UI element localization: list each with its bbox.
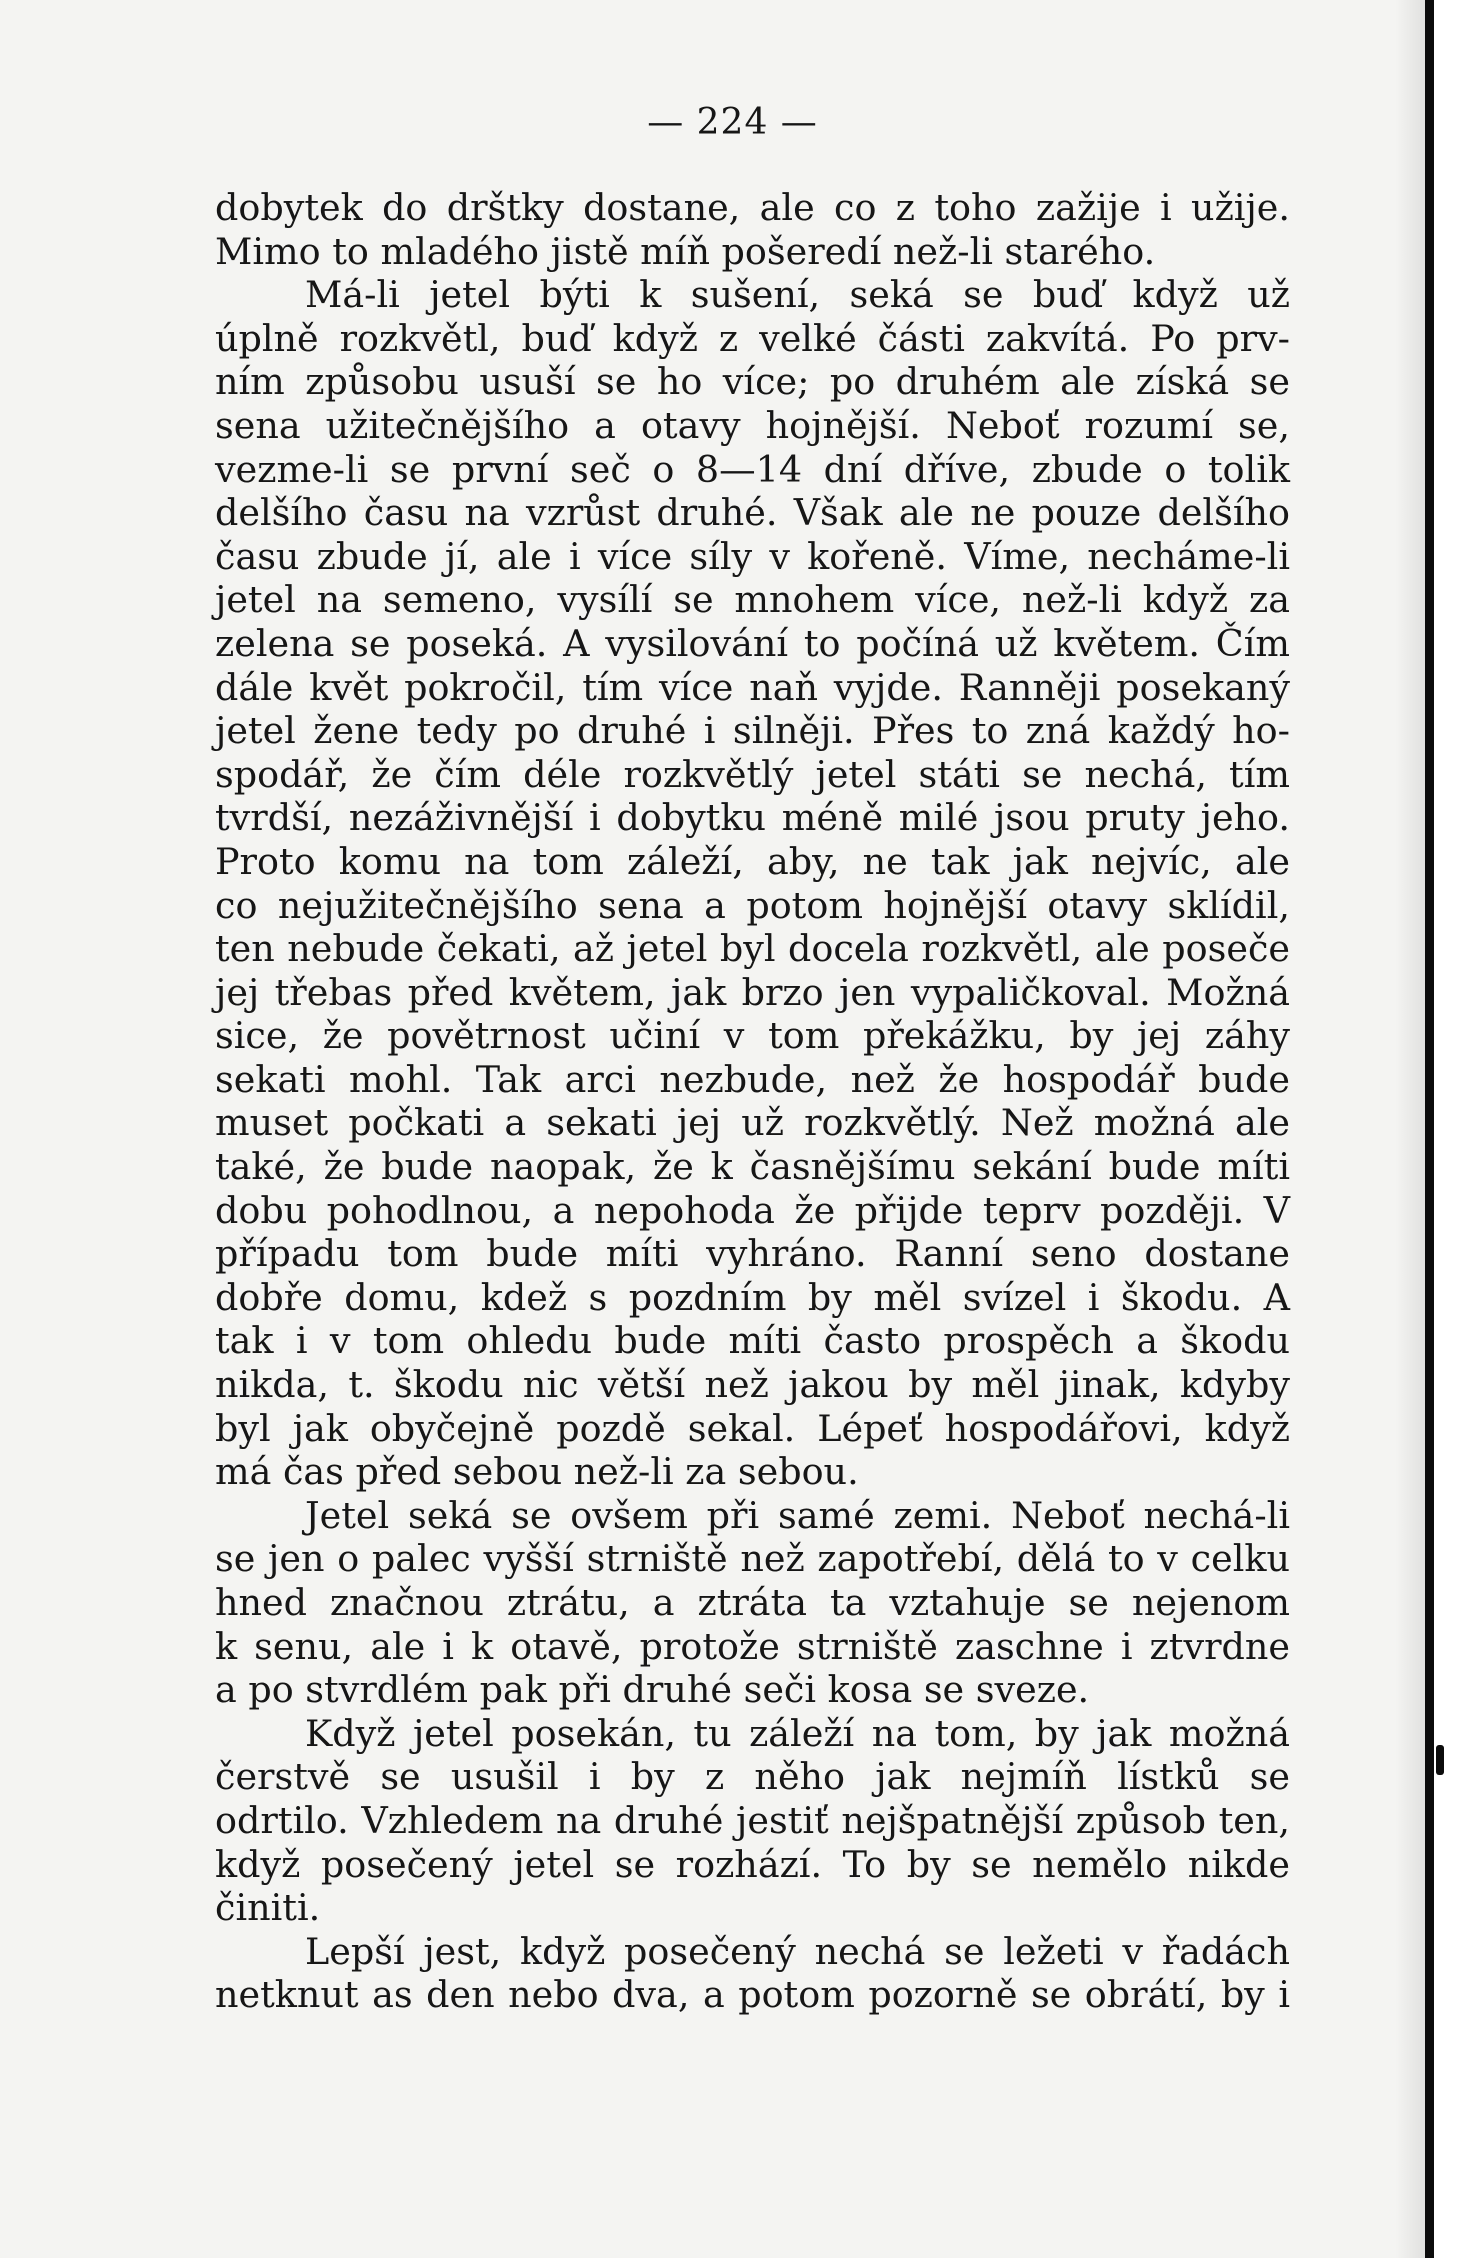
body-text — [215, 186, 1290, 2017]
text-line: co nejužitečnějšího sena a potom hojnější otavy sklídil, — [215, 883, 1290, 927]
text-line: ním způsobu usuší se ho více; po druhém ale získá se — [215, 360, 1290, 404]
text-line: činiti. — [215, 1886, 321, 1930]
text-line: delšího času na vzrůst druhé. Však ale ne pouze delšího — [215, 491, 1290, 535]
text-line: sekati mohl. Tak arci nezbude, než že hospodář bude — [215, 1057, 1290, 1101]
text-line: případu tom bude míti vyhráno. Ranní seno dostane — [215, 1232, 1290, 1276]
text-line: sice, že povětrnost učiní v tom překážku, by jej záhy — [215, 1014, 1290, 1058]
text-line: sena užitečnějšího a otavy hojnější. Neboť rozumí se, — [215, 403, 1290, 447]
text-line: když posečený jetel se rozhází. To by se nemělo nikde — [215, 1842, 1290, 1886]
text-line: jetel žene tedy po druhé i silněji. Přes to zná každý ho- — [215, 709, 1290, 753]
page-edge-shadow — [1395, 0, 1425, 2258]
text-line: tvrdší, nezáživnější i dobytku méně milé jsou pruty jeho. — [215, 796, 1290, 840]
text-line: Proto komu na tom záleží, aby, ne tak jak nejvíc, ale — [215, 839, 1290, 883]
text-line: času zbude jí, ale i více síly v kořeně. Víme, necháme-li — [215, 534, 1290, 578]
text-line: se jen o palec vyšší strniště než zapotřebí, dělá to v celku — [215, 1537, 1290, 1581]
text-line: k senu, ale i k otavě, protože strniště zaschne i ztvrdne — [215, 1624, 1290, 1668]
text-line: jej třebas před květem, jak brzo jen vypaličkoval. Možná — [215, 970, 1290, 1014]
text-line: také, že bude naopak, že k časnějšímu sekání bude míti — [215, 1145, 1290, 1189]
text-line: Mimo to mladého jistě míň pošeredí než-li starého. — [215, 229, 1156, 273]
text-line: dále květ pokročil, tím více naň vyjde. Ranněji posekaný — [215, 665, 1290, 709]
text-line: zelena se poseká. A vysilování to počíná už květem. Čím — [215, 621, 1290, 665]
text-line: Lepší jest, když posečený nechá se ležeti v řadách — [305, 1929, 1290, 1973]
text-line: úplně rozkvětl, buď když z velké části zakvítá. Po prv- — [215, 316, 1290, 360]
text-line: byl jak obyčejně pozdě sekal. Lépeť hospodářovi, když — [215, 1406, 1290, 1450]
text-line: spodář, že čím déle rozkvětlý jetel státi se nechá, tím — [215, 752, 1290, 796]
text-line: odrtilo. Vzhledem na druhé jestiť nejšpatnější způsob ten, — [215, 1798, 1290, 1842]
text-line: dobytek do drštky dostane, ale co z toho zažije i užije. — [215, 186, 1290, 229]
page-number: — 224 — — [647, 102, 818, 143]
text-line: tak i v tom ohledu bude míti často prospěch a škodu — [215, 1319, 1290, 1363]
text-line: hned značnou ztrátu, a ztráta ta vztahuje se nejenom — [215, 1581, 1290, 1624]
text-line: netknut as den nebo dva, a potom pozorně se obrátí, by i — [215, 1973, 1290, 2017]
book-binding-edge — [1425, 0, 1465, 2258]
text-line: Když jetel posekán, tu záleží na tom, by jak možná — [305, 1711, 1290, 1755]
text-line: čerstvě se usušil i by z něho jak nejmíň lístků se — [215, 1755, 1290, 1799]
text-line: dobře domu, kdež s pozdním by měl svízel i škodu. A — [215, 1275, 1290, 1319]
text-line: a po stvrdlém pak při druhé seči kosa se sveze. — [215, 1668, 1090, 1712]
binding-mark — [1436, 1745, 1444, 1775]
text-line: nikda, t. škodu nic větší než jakou by měl jinak, kdyby — [215, 1363, 1290, 1407]
text-line: jetel na semeno, vysílí se mnohem více, než-li když za — [215, 578, 1290, 622]
text-line: má čas před sebou než-li za sebou. — [215, 1450, 859, 1494]
text-line: vezme-li se první seč o 8—14 dní dříve, zbude o tolik — [215, 447, 1290, 491]
text-line: ten nebude čekati, až jetel byl docela rozkvětl, ale poseče — [215, 927, 1290, 971]
text-line: dobu pohodlnou, a nepohoda že přijde teprv později. V — [215, 1188, 1290, 1232]
text-line: muset počkati a sekati jej už rozkvětlý. Než možná ale — [215, 1101, 1290, 1145]
text-line: Jetel seká se ovšem při samé zemi. Neboť nechá-li — [305, 1493, 1290, 1537]
text-line: Má-li jetel býti k sušení, seká se buď když už — [305, 273, 1290, 317]
